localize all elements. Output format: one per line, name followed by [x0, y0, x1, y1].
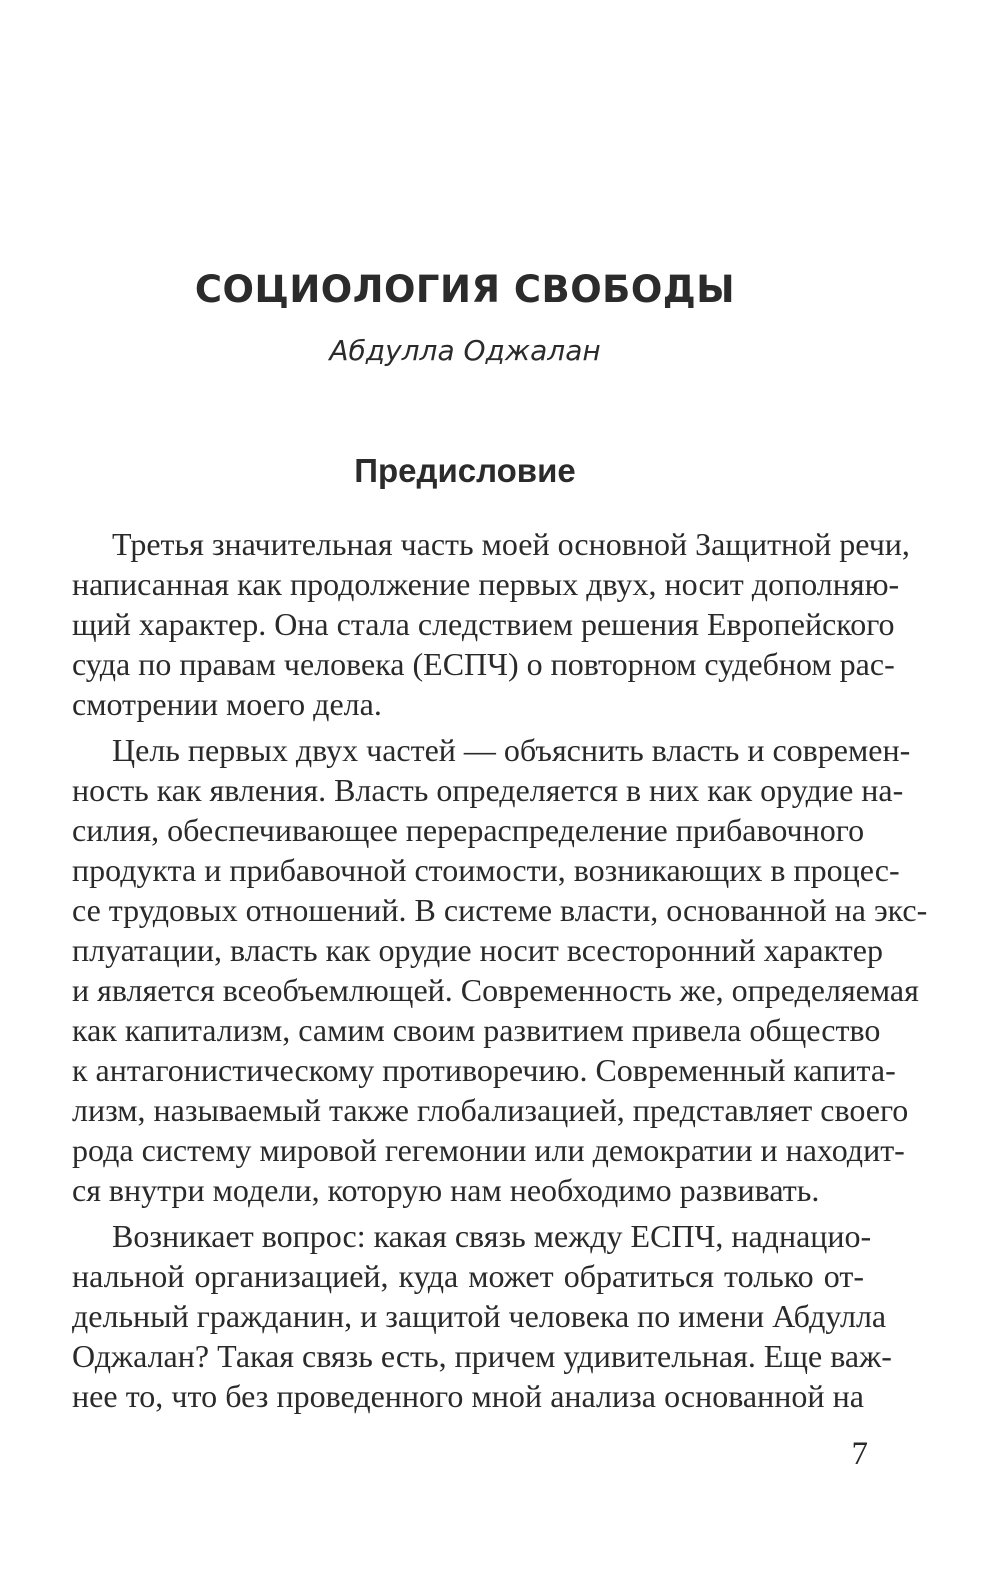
book-title: СОЦИОЛОГИЯ СВОБОДЫ — [194, 268, 736, 311]
paragraph — [72, 524, 910, 724]
text-line: рода систему мировой гегемонии или демократии и находит- — [72, 1132, 905, 1168]
text-line: се трудовых отношений. В системе власти, основанной на экс- — [72, 892, 928, 928]
text-line: Возникает вопрос: какая связь между ЕСПЧ, наднацио- — [112, 1218, 872, 1254]
page-number: 7 — [851, 1436, 868, 1472]
text-line: нее то, что без проведенного мной анализа основанной на — [72, 1378, 864, 1414]
paragraph — [72, 730, 928, 1210]
section-title: Предисловие — [354, 452, 576, 489]
author-name: Абдулла Оджалан — [329, 334, 601, 367]
text-line: нальной организацией, куда может обратиться только от- — [72, 1258, 864, 1294]
text-line: ность как явления. Власть определяется в них как орудие на- — [72, 772, 904, 808]
text-line: ся внутри модели, которую нам необходимо развивать. — [72, 1172, 820, 1208]
text-line: Оджалан? Такая связь есть, причем удивительная. Еще важ- — [72, 1338, 892, 1374]
text-line: как капитализм, самим своим развитием привела общество — [72, 1012, 881, 1048]
text-line: суда по правам человека (ЕСПЧ) о повторном судебном рас- — [72, 646, 895, 682]
text-line: смотрении моего дела. — [72, 686, 382, 722]
text-line: Цель первых двух частей — объяснить власть и современ- — [112, 732, 911, 768]
text-line: дельный гражданин, и защитой человека по имени Абдулла — [72, 1298, 887, 1334]
text-line: плуатации, власть как орудие носит всесторонний характер — [72, 932, 883, 968]
body-text — [72, 524, 928, 1416]
text-line: лизм, называемый также глобализацией, представляет своего — [72, 1092, 909, 1128]
text-line: к антагонистическому противоречию. Современный капита- — [72, 1052, 896, 1088]
paragraph — [72, 1216, 892, 1416]
text-line: силия, обеспечивающее перераспределение прибавочного — [72, 812, 865, 848]
text-line: написанная как продолжение первых двух, носит дополняю- — [72, 566, 900, 602]
text-line: и является всеобъемлющей. Современность же, определяемая — [72, 972, 919, 1008]
text-line: Третья значительная часть моей основной Защитной речи, — [112, 526, 910, 562]
text-line: щий характер. Она стала следствием решения Европейского — [72, 606, 895, 642]
text-line: продукта и прибавочной стоимости, возникающих в процес- — [72, 852, 900, 888]
